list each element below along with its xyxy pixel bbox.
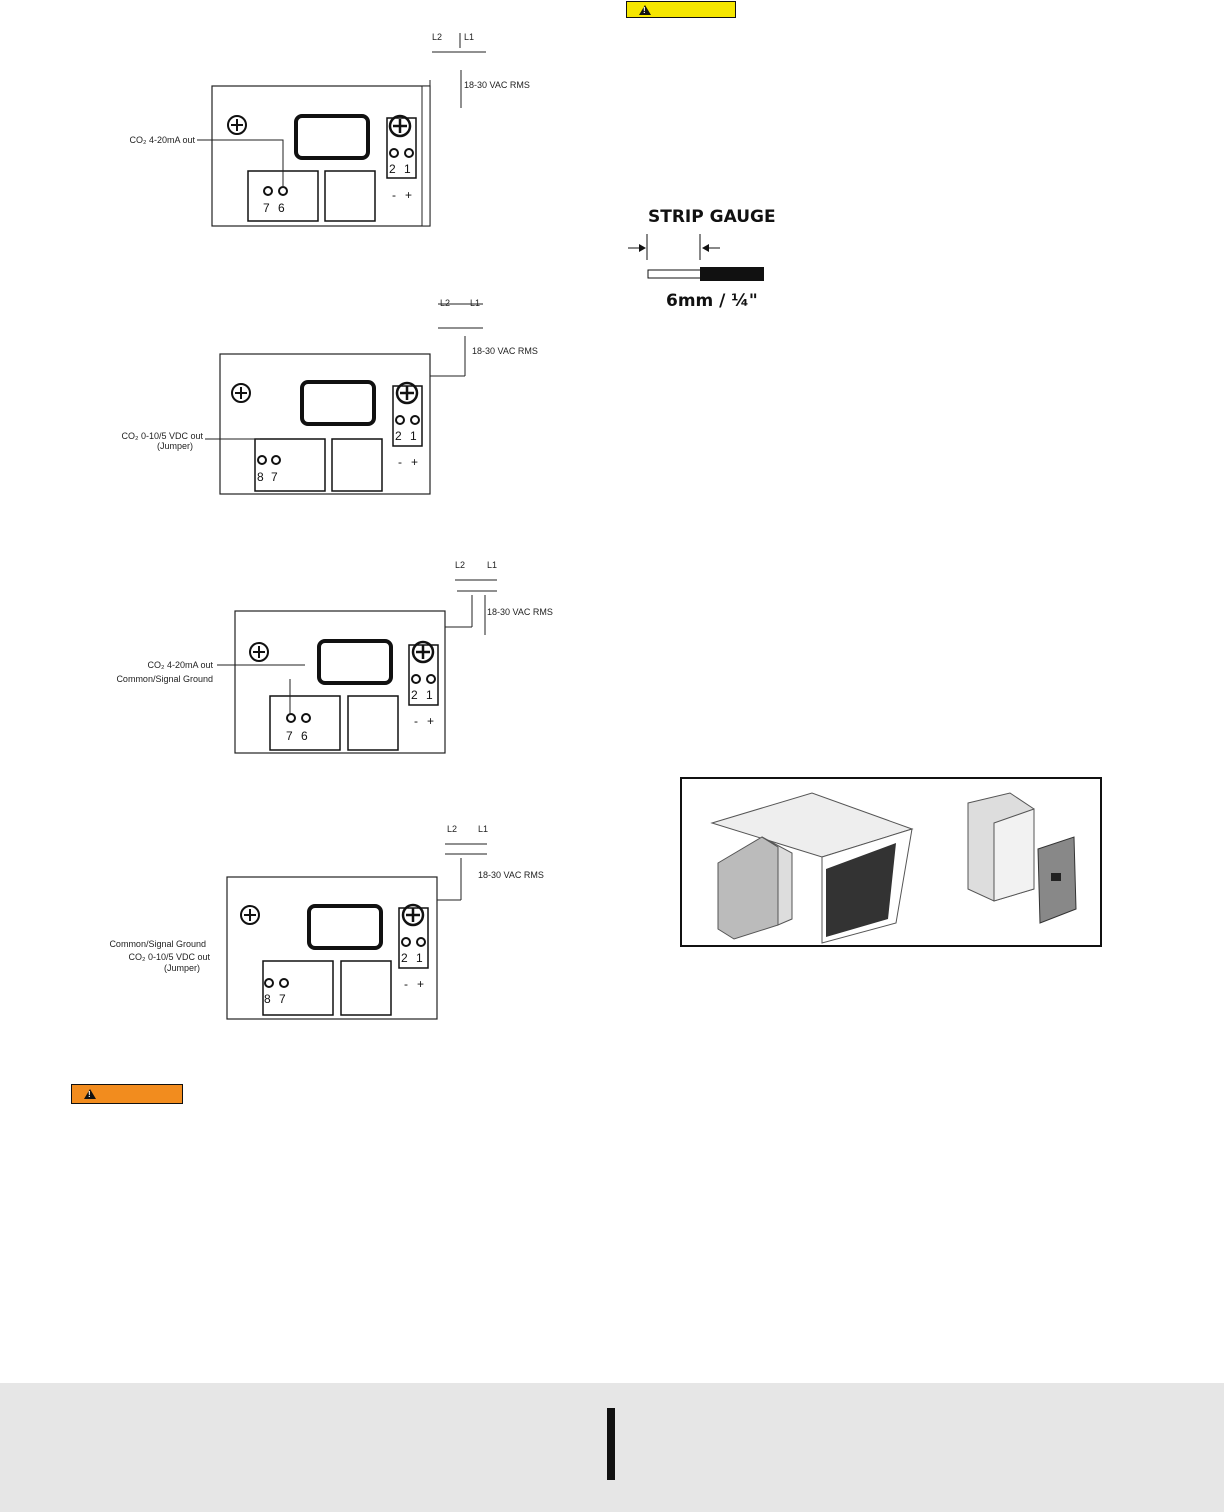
l1-label: L1 bbox=[487, 560, 498, 570]
terminal-2: 2 bbox=[411, 688, 418, 702]
ground-label: Common/Signal Ground bbox=[109, 939, 206, 949]
l1-label: L1 bbox=[464, 32, 475, 42]
output-label: CO₂ 0-10/5 VDC out bbox=[128, 952, 210, 962]
wiring-diagram-1 bbox=[100, 28, 560, 238]
duct-mount-illustration bbox=[680, 777, 1102, 947]
output-label-line-3: (Jumper) bbox=[163, 963, 201, 973]
l2-label: L2 bbox=[432, 32, 443, 42]
terminal-7: 7 bbox=[263, 201, 270, 215]
power-screw-icon bbox=[390, 116, 410, 136]
page-footer bbox=[0, 1383, 1224, 1512]
sensor-box-illustration bbox=[968, 793, 1076, 923]
terminal-6: 6 bbox=[301, 729, 308, 743]
display-window bbox=[296, 116, 368, 158]
wiring-diagram-2 bbox=[80, 296, 570, 506]
mount-screw-icon bbox=[250, 643, 268, 661]
vac-label: 18-30 VAC RMS bbox=[472, 346, 538, 356]
mount-screw-icon bbox=[232, 384, 250, 402]
terminal-1: 1 bbox=[416, 951, 423, 965]
duct-illustration bbox=[712, 793, 912, 943]
plus-sign: + bbox=[411, 455, 419, 469]
minus-sign: - bbox=[398, 455, 402, 469]
terminal-8: 8 bbox=[264, 992, 271, 1006]
output-label-line-2: (Jumper) bbox=[156, 441, 194, 451]
l2-label: L2 bbox=[440, 298, 451, 308]
mount-screw-icon bbox=[241, 906, 259, 924]
wiring-diagram-4 bbox=[95, 820, 565, 1030]
plus-sign: + bbox=[427, 714, 435, 728]
terminal-6: 6 bbox=[278, 201, 285, 215]
strip-gauge-diagram bbox=[620, 202, 790, 317]
terminal-8: 8 bbox=[257, 470, 264, 484]
terminal-7: 7 bbox=[271, 470, 278, 484]
terminal-1: 1 bbox=[404, 162, 411, 176]
terminal-1: 1 bbox=[426, 688, 433, 702]
terminal-7: 7 bbox=[286, 729, 293, 743]
minus-sign: - bbox=[392, 188, 396, 202]
output-label: CO₂ 4-20mA out bbox=[147, 660, 213, 670]
strip-gauge-measurement: 6mm / ¼" bbox=[666, 291, 758, 311]
warning-triangle-icon bbox=[84, 1089, 96, 1099]
output-label: CO₂ 0-10/5 VDC out bbox=[121, 431, 203, 441]
ground-label: Common/Signal Ground bbox=[116, 674, 213, 684]
warning-badge bbox=[71, 1084, 183, 1104]
mount-screw-icon bbox=[228, 116, 246, 134]
power-supply-symbol bbox=[422, 33, 486, 108]
plus-sign: + bbox=[405, 188, 413, 202]
terminal-2: 2 bbox=[389, 162, 396, 176]
terminal-2: 2 bbox=[395, 429, 402, 443]
caution-badge bbox=[626, 1, 736, 18]
vac-label: 18-30 VAC RMS bbox=[464, 80, 530, 90]
warning-triangle-icon bbox=[639, 5, 651, 15]
minus-sign: - bbox=[404, 977, 408, 991]
l1-label: L1 bbox=[470, 298, 481, 308]
output-label: CO₂ 4-20mA out bbox=[129, 135, 195, 145]
l1-label: L1 bbox=[478, 824, 489, 834]
terminal-2: 2 bbox=[401, 951, 408, 965]
plus-sign: + bbox=[417, 977, 425, 991]
l2-label: L2 bbox=[455, 560, 466, 570]
vac-label: 18-30 VAC RMS bbox=[478, 870, 544, 880]
wiring-diagram-3 bbox=[105, 555, 585, 765]
vac-label: 18-30 VAC RMS bbox=[487, 607, 553, 617]
minus-sign: - bbox=[414, 714, 418, 728]
footer-divider bbox=[607, 1408, 615, 1480]
l2-label: L2 bbox=[447, 824, 458, 834]
terminal-1: 1 bbox=[410, 429, 417, 443]
terminal-7: 7 bbox=[279, 992, 286, 1006]
strip-gauge-title: STRIP GAUGE bbox=[648, 207, 776, 227]
